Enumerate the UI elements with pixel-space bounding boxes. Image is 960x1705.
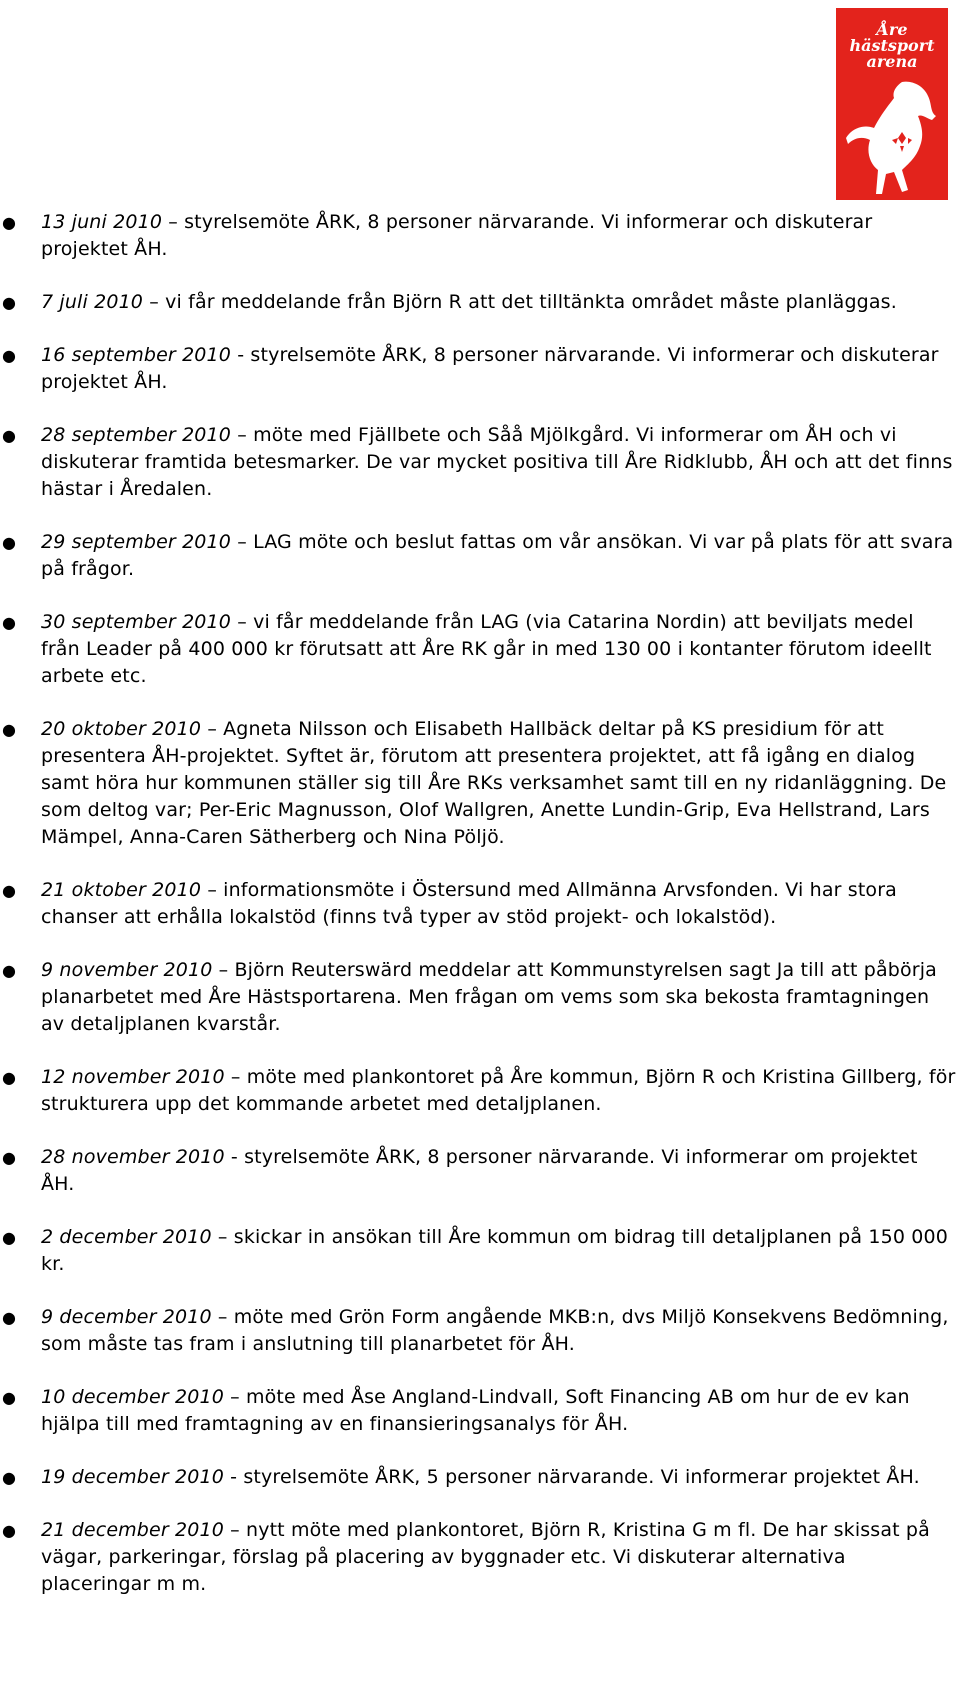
entry-date: 21 december 2010 xyxy=(41,1519,224,1541)
entry-date: 30 september 2010 xyxy=(41,611,232,633)
log-entry xyxy=(0,609,960,690)
log-entry xyxy=(0,1384,960,1438)
entry-separator: - xyxy=(231,344,251,366)
entry-date: 20 oktober 2010 xyxy=(41,718,202,740)
entry-text: styrelsemöte ÅRK, 8 personer närvarande. Vi informerar och diskuterar projektet ÅH. xyxy=(41,344,939,393)
entry-date: 28 november 2010 xyxy=(41,1146,225,1168)
log-entry xyxy=(0,1224,960,1278)
entry-text: möte med Grön Form angående MKB:n, dvs Miljö Konsekvens Bedömning, som måste tas fram i anslutning till planarbetet för ÅH. xyxy=(41,1306,949,1355)
entry-separator: – xyxy=(211,1306,234,1328)
bullet-icon: ● xyxy=(2,720,17,739)
entry-separator: – xyxy=(231,424,254,446)
log-entry xyxy=(0,957,960,1038)
log-entry xyxy=(0,1064,960,1118)
bullet-icon: ● xyxy=(2,881,17,900)
log-entry xyxy=(0,716,960,851)
entry-date: 9 december 2010 xyxy=(41,1306,212,1328)
entry-date: 28 september 2010 xyxy=(41,424,232,446)
entry-text: styrelsemöte ÅRK, 5 personer närvarande. Vi informerar projektet ÅH. xyxy=(243,1466,920,1488)
entry-separator: – xyxy=(223,1386,246,1408)
entry-date: 10 december 2010 xyxy=(41,1386,224,1408)
entry-separator: – xyxy=(224,1066,247,1088)
entry-separator: – xyxy=(231,531,254,553)
log-entry xyxy=(0,1144,960,1198)
entry-separator: – xyxy=(201,718,224,740)
activity-log xyxy=(0,209,960,1624)
log-entry xyxy=(0,289,960,316)
bullet-icon: ● xyxy=(2,213,17,232)
entry-date: 12 november 2010 xyxy=(41,1066,225,1088)
entry-text: vi får meddelande från LAG (via Catarina Nordin) att beviljats medel från Leader på 400 000 kr förutsatt att Åre RK går in med 130 00 i kontanter förutom ideellt arbete etc. xyxy=(41,611,932,687)
entry-separator: – xyxy=(201,879,224,901)
horse-icon xyxy=(842,78,942,198)
bullet-icon: ● xyxy=(2,293,17,312)
entry-separator: – xyxy=(231,611,254,633)
entry-text: LAG möte och beslut fattas om vår ansökan. Vi var på plats för att svara på frågor. xyxy=(41,531,954,580)
entry-date: 9 november 2010 xyxy=(41,959,213,981)
log-entry xyxy=(0,1517,960,1598)
logo xyxy=(836,8,948,200)
entry-text: vi får meddelande från Björn R att det tilltänkta området måste planläggas. xyxy=(165,291,897,313)
bullet-icon: ● xyxy=(2,613,17,632)
entry-text: möte med Åse Angland-Lindvall, Soft Financing AB om hur de ev kan hjälpa till med framtagning av en finansieringsanalys för ÅH. xyxy=(41,1386,910,1435)
bullet-icon: ● xyxy=(2,1521,17,1540)
log-entry xyxy=(0,529,960,583)
logo-text xyxy=(836,22,948,70)
entry-date: 7 juli 2010 xyxy=(41,291,144,313)
logo-line-3: arena xyxy=(866,52,918,71)
log-entry xyxy=(0,209,960,263)
log-entry xyxy=(0,1464,960,1491)
bullet-icon: ● xyxy=(2,961,17,980)
entry-text: styrelsemöte ÅRK, 8 personer närvarande. Vi informerar och diskuterar projektet ÅH. xyxy=(41,211,873,260)
entry-date: 21 oktober 2010 xyxy=(41,879,202,901)
logo-line-2: hästsport xyxy=(849,36,935,55)
bullet-icon: ● xyxy=(2,1068,17,1087)
entry-date: 19 december 2010 xyxy=(41,1466,224,1488)
entry-text: informationsmöte i Östersund med Allmänna Arvsfonden. Vi har stora chanser att erhålla lokalstöd (finns två typer av stöd projekt- och lokalstöd). xyxy=(41,879,897,928)
entry-text: nytt möte med plankontoret, Björn R, Kristina G m fl. De har skissat på vägar, parkeringar, förslag på placering av byggnader etc. Vi diskuterar alternativa placeringar m m. xyxy=(41,1519,930,1595)
logo-line-1: Åre xyxy=(876,20,908,39)
entry-text: möte med Fjällbete och Såå Mjölkgård. Vi informerar om ÅH och vi diskuterar framtida betesmarker. De var mycket positiva till Åre Ridklubb, ÅH och att det finns hästar i Åredalen. xyxy=(41,424,953,500)
bullet-icon: ● xyxy=(2,533,17,552)
entry-text: skickar in ansökan till Åre kommun om bidrag till detaljplanen på 150 000 kr. xyxy=(41,1226,948,1275)
entry-separator: – xyxy=(211,1226,234,1248)
bullet-icon: ● xyxy=(2,426,17,445)
bullet-icon: ● xyxy=(2,1388,17,1407)
entry-separator: – xyxy=(223,1519,246,1541)
bullet-icon: ● xyxy=(2,1148,17,1167)
entry-text: Agneta Nilsson och Elisabeth Hallbäck deltar på KS presidium för att presentera ÅH-projektet. Syftet är, förutom att presentera projektet, att få igång en dialog samt höra hur kommunen ställer sig till Åre RKs verksamhet samt till en ny ridanläggning. De som deltog var; Per-Eric Magnusson, Olof Wallgren, Anette Lundin-Grip, Eva Hellstrand, Lars Mämpel, Anna-Caren Sätherberg och Nina Pöljö. xyxy=(41,718,947,848)
log-entry xyxy=(0,422,960,503)
entry-separator: – xyxy=(212,959,235,981)
entry-separator: – xyxy=(143,291,166,313)
bullet-icon: ● xyxy=(2,346,17,365)
log-entry xyxy=(0,1304,960,1358)
entry-text: möte med plankontoret på Åre kommun, Björn R och Kristina Gillberg, för strukturera upp det kommande arbetet med detaljplanen. xyxy=(41,1066,956,1115)
entry-date: 29 september 2010 xyxy=(41,531,232,553)
entry-separator: - xyxy=(224,1146,245,1168)
entry-date: 2 december 2010 xyxy=(41,1226,212,1248)
entry-text: Björn Reuterswärd meddelar att Kommunstyrelsen sagt Ja till att påbörja planarbetet med Åre Hästsportarena. Men frågan om vems som ska bekosta framtagningen av detaljplanen kvarstår. xyxy=(41,959,937,1035)
log-entry xyxy=(0,342,960,396)
bullet-icon: ● xyxy=(2,1468,17,1487)
bullet-icon: ● xyxy=(2,1228,17,1247)
entry-date: 13 juni 2010 xyxy=(41,211,163,233)
bullet-icon: ● xyxy=(2,1308,17,1327)
entry-text: styrelsemöte ÅRK, 8 personer närvarande. Vi informerar om projektet ÅH. xyxy=(41,1146,918,1195)
entry-date: 16 september 2010 xyxy=(41,344,232,366)
entry-separator: – xyxy=(162,211,185,233)
entry-separator: - xyxy=(223,1466,244,1488)
log-entry xyxy=(0,877,960,931)
